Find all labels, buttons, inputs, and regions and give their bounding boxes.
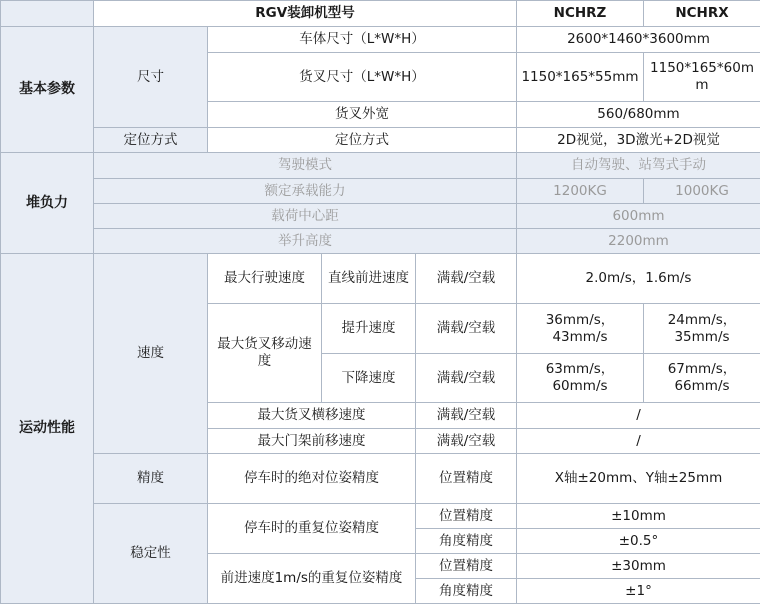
max-travel-speed-label: 最大行驶速度: [208, 254, 322, 304]
forward-position-accuracy-label: 位置精度: [416, 554, 517, 579]
positioning-value: 2D视觉，3D激光+2D视觉: [517, 128, 760, 153]
lift-height-value: 2200mm: [517, 229, 760, 254]
forward-angle-value: ±1°: [517, 579, 760, 604]
lower-speed-b: 67mm/s，66mm/s: [644, 354, 760, 403]
stability-group: 稳定性: [94, 504, 208, 604]
mast-forward-value: /: [517, 429, 760, 454]
forward-angle-accuracy-label: 角度精度: [416, 579, 517, 604]
section-motion: 运动性能: [1, 254, 94, 604]
model-a-header: NCHRZ: [517, 1, 644, 27]
repeat-pose-label: 停车时的重复位姿精度: [208, 504, 416, 554]
positioning-label: 定位方式: [208, 128, 517, 153]
repeat-angle-value: ±0.5°: [517, 529, 760, 554]
positioning-group: 定位方式: [94, 128, 208, 153]
load-condition-lateral: 满载/空载: [416, 403, 517, 429]
forward-position-value: ±30mm: [517, 554, 760, 579]
rated-capacity-a: 1200KG: [517, 179, 644, 204]
header-blank: [1, 1, 94, 27]
body-size-value: 2600*1460*3600mm: [517, 27, 760, 53]
fork-width-label: 货叉外宽: [208, 102, 517, 128]
abs-pose-value: X轴±20mm、Y轴±25mm: [517, 454, 760, 504]
fork-size-label: 货叉尺寸（L*W*H）: [208, 53, 517, 102]
model-label: RGV装卸机型号: [94, 1, 517, 27]
load-center-label: 载荷中心距: [94, 204, 517, 229]
abs-pose-label: 停车时的绝对位姿精度: [208, 454, 416, 504]
fork-lateral-label: 最大货叉横移速度: [208, 403, 416, 429]
lift-speed-b: 24mm/s，35mm/s: [644, 304, 760, 354]
load-condition-mast: 满载/空载: [416, 429, 517, 454]
drive-mode-label: 驾驶模式: [94, 153, 517, 179]
straight-forward-value: 2.0m/s，1.6m/s: [517, 254, 760, 304]
section-load: 堆负力: [1, 153, 94, 254]
lift-speed-a: 36mm/s，43mm/s: [517, 304, 644, 354]
accuracy-group: 精度: [94, 454, 208, 504]
size-group: 尺寸: [94, 27, 208, 128]
body-size-label: 车体尺寸（L*W*H）: [208, 27, 517, 53]
max-fork-speed-label: 最大货叉移动速度: [208, 304, 322, 403]
load-condition-lower: 满载/空载: [416, 354, 517, 403]
fork-width-value: 560/680mm: [517, 102, 760, 128]
lift-speed-label: 提升速度: [322, 304, 416, 354]
lift-height-label: 举升高度: [94, 229, 517, 254]
repeat-position-value: ±10mm: [517, 504, 760, 529]
rated-capacity-b: 1000KG: [644, 179, 760, 204]
drive-mode-value: 自动驾驶、站驾式手动: [517, 153, 760, 179]
abs-position-accuracy-label: 位置精度: [416, 454, 517, 504]
repeat-angle-accuracy-label: 角度精度: [416, 529, 517, 554]
section-basic: 基本参数: [1, 27, 94, 153]
fork-size-a: 1150*165*55mm: [517, 53, 644, 102]
model-b-header: NCHRX: [644, 1, 760, 27]
load-center-value: 600mm: [517, 204, 760, 229]
repeat-position-accuracy-label: 位置精度: [416, 504, 517, 529]
fork-lateral-value: /: [517, 403, 760, 429]
lower-speed-a: 63mm/s，60mm/s: [517, 354, 644, 403]
lower-speed-label: 下降速度: [322, 354, 416, 403]
rated-capacity-label: 额定承载能力: [94, 179, 517, 204]
straight-forward-label: 直线前进速度: [322, 254, 416, 304]
fork-size-b: 1150*165*60mm: [644, 53, 760, 102]
load-condition-travel: 满载/空载: [416, 254, 517, 304]
mast-forward-label: 最大门架前移速度: [208, 429, 416, 454]
forward-repeat-label: 前进速度1m/s的重复位姿精度: [208, 554, 416, 604]
load-condition-lift: 满载/空载: [416, 304, 517, 354]
speed-group: 速度: [94, 254, 208, 454]
